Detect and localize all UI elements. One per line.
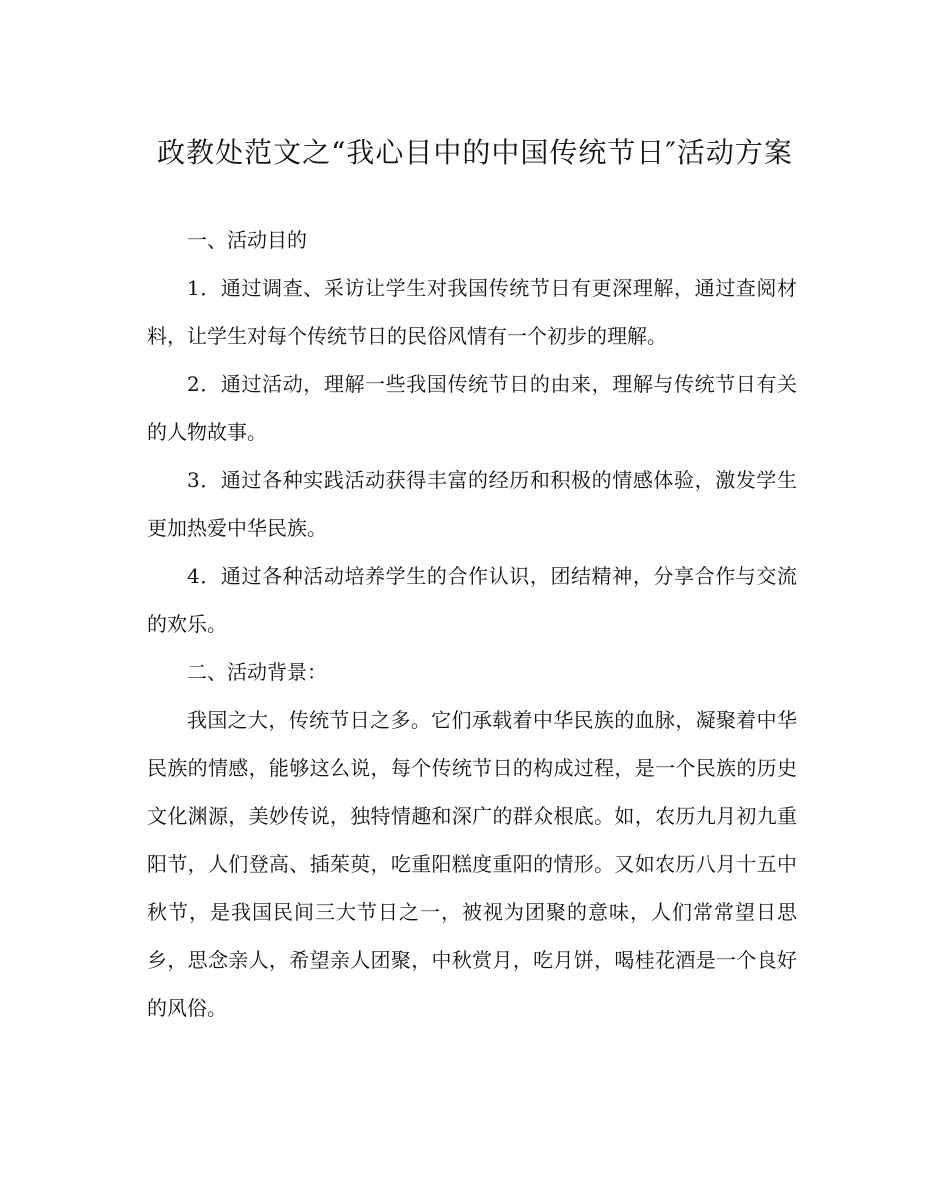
section-heading-purpose: 一、活动目的 [187, 228, 307, 252]
purpose-item-4: 4．通过各种活动培养学生的合作认识，团结精神，分享合作与交流的欢乐。 [147, 564, 797, 636]
purpose-item-1: 1．通过调查、采访让学生对我国传统节日有更深理解，通过查阅材料，让学生对每个传统节日的民俗风情有一个初步的理解。 [147, 276, 797, 348]
section-heading-background: 二、活动背景： [187, 660, 327, 684]
purpose-item-3: 3．通过各种实践活动获得丰富的经历和积极的情感体验，激发学生更加热爱中华民族。 [147, 468, 797, 540]
purpose-item-2: 2．通过活动，理解一些我国传统节日的由来，理解与传统节日有关的人物故事。 [147, 372, 797, 444]
background-paragraph: 我国之大，传统节日之多。它们承载着中华民族的血脉，凝聚着中华民族的情感，能够这么说，每个传统节日的构成过程，是一个民族的历史文化渊源，美妙传说，独特情趣和深广的群众根底。如，农历九月初九重阳节，人们登高、插茱萸，吃重阳糕度重阳的情形。又如农历八月十五中秋节，是我国民间三大节日之一，被视为团聚的意味，人们常常望日思乡，思念亲人，希望亲人团聚，中秋赏月，吃月饼，喝桂花酒是一个良好的风俗。 [147, 708, 797, 1020]
document-body [147, 216, 797, 1032]
document-title: 政教处范文之“我心目中的中国传统节日″活动方案 [157, 136, 793, 169]
